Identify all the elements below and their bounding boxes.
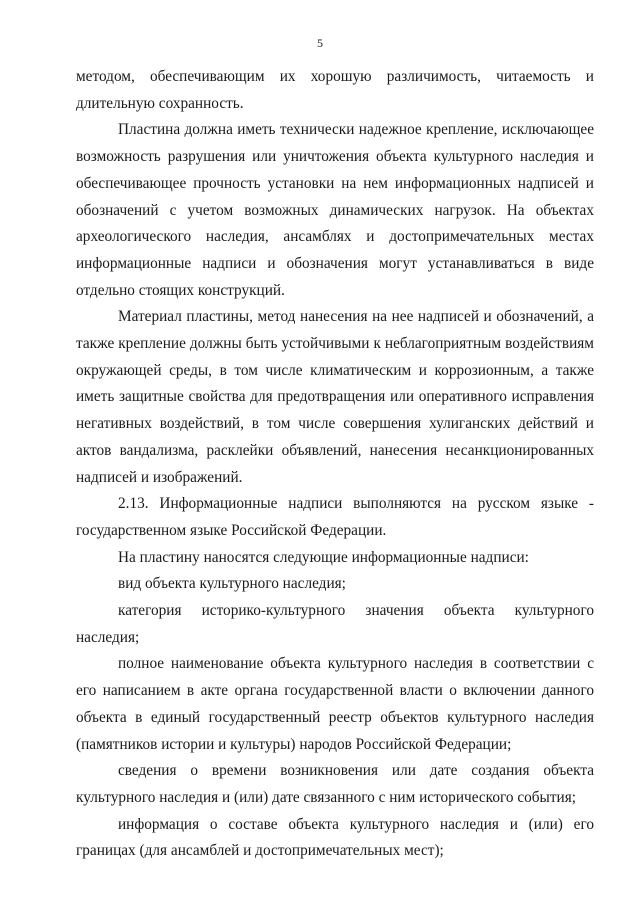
paragraph-plate-mounting: Пластина должна иметь технически надежное крепление, исключающее возможность разрушения или уничтожения объекта культурного наследия и обеспечивающее прочность установки на нем информационных надписей и обозначений с учетом возможных динамических нагрузок. На объектах археологического наследия, ансамблях и достопримечательных местах информационные надписи и обозначения могут устанавливаться в виде отдельно стоящих конструкций. bbox=[76, 121, 594, 299]
list-item-origin-date: сведения о времени возникновения или дате создания объекта культурного наследия и (или) дате связанного с ним исторического события; bbox=[76, 762, 594, 806]
list-item-object-type: вид объекта культурного наследия; bbox=[118, 575, 346, 593]
list-item-category: категория историко-культурного значения объекта культурного наследия; bbox=[76, 602, 594, 646]
list-item-full-name: полное наименование объекта культурного наследия в соответствии с его написанием в акте органа государственной власти о включении данного объекта в единый государственный реестр объектов культурного наследия (памятников истории и культуры) народов Российской Федерации; bbox=[76, 655, 594, 753]
paragraph-plate-material: Материал пластины, метод нанесения на нее надписей и обозначений, а также крепление должны быть устойчивыми к неблагоприятным воздействиям окружающей среды, в том числе климатическим и коррозионным, а также иметь защитные свойства для предотвращения или оперативного исправления негативных воздействий, в том числе совершения хулиганских действий и актов вандализма, расклейки объявлений, нанесения несанкционированных надписей и изображений. bbox=[76, 308, 594, 486]
paragraph-section-2-13: 2.13. Информационные надписи выполняются на русском языке - государственном языке Российской Федерации. bbox=[76, 495, 594, 539]
page-number: 5 bbox=[317, 36, 323, 50]
document-body bbox=[76, 64, 594, 865]
paragraph-continuation: методом, обеспечивающим их хорошую различимость, читаемость и длительную сохранность. bbox=[76, 68, 594, 112]
paragraph-inscriptions-intro: На пластину наносятся следующие информационные надписи: bbox=[118, 548, 529, 566]
list-item-composition: информация о составе объекта культурного наследия и (или) его границах (для ансамблей и достопримечательных мест); bbox=[76, 815, 594, 860]
